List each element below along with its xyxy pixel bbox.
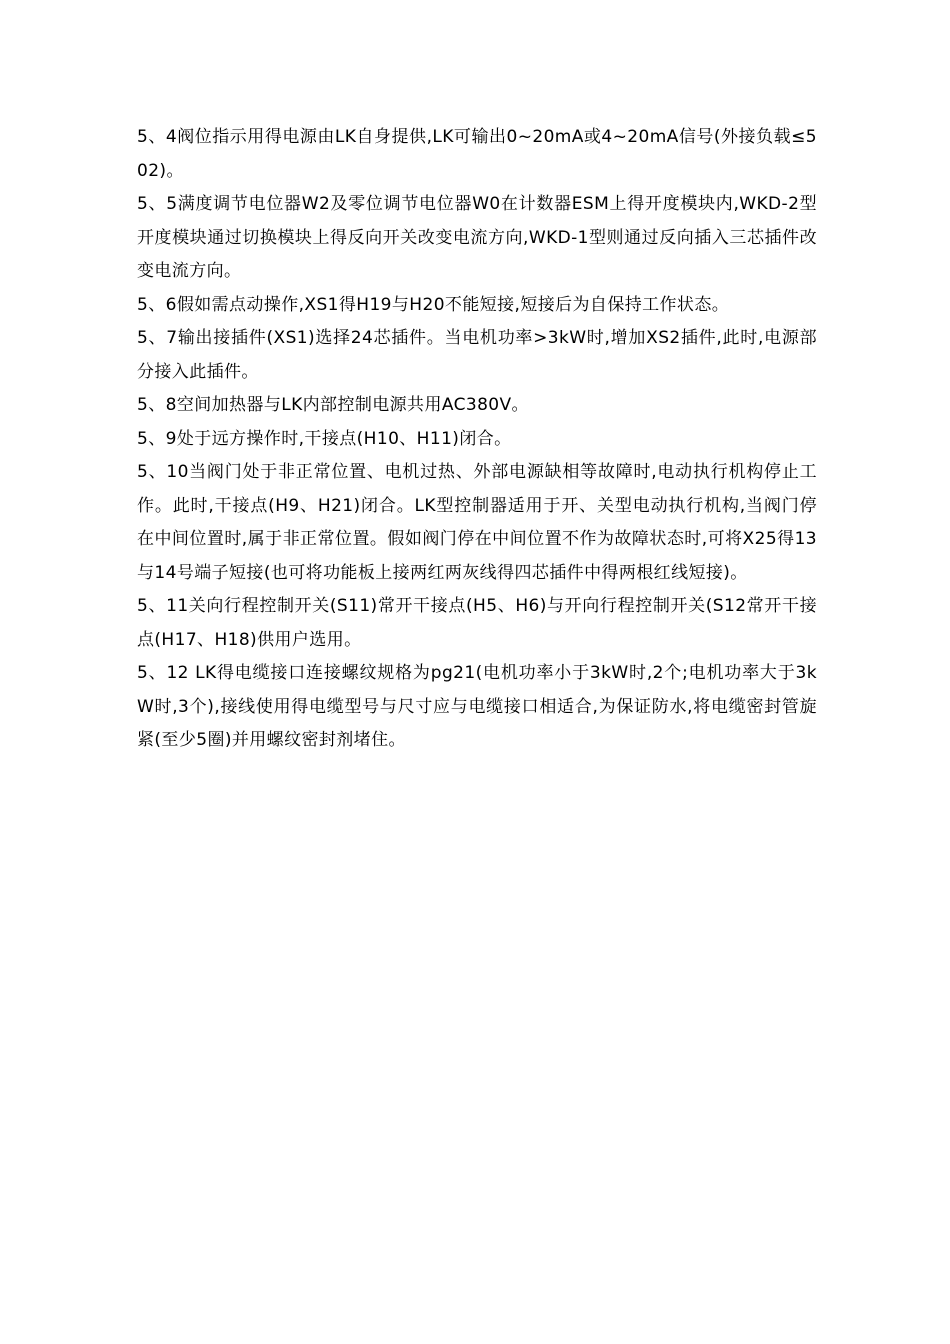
paragraph-5-7: 5、7输出接插件(XS1)选择24芯插件。当电机功率>3kW时,增加XS2插件,此时,电源部分接入此插件。 (137, 328, 817, 382)
paragraph-5-8: 5、8空间加热器与LK内部控制电源共用AC380V。 (137, 395, 529, 415)
paragraph-5-6: 5、6假如需点动操作,XS1得H19与H20不能短接,短接后为自保持工作状态。 (137, 294, 730, 315)
paragraph-5-5: 5、5满度调节电位器W2及零位调节电位器W0在计数器ESM上得开度模块内,WKD-2型开度模块通过切换模块上得反向开关改变电流方向,WKD-1型则通过反向插入三芯插件改变电流方向。 (137, 194, 817, 281)
paragraph-5-9: 5、9处于远方操作时,干接点(H10、H11)闭合。 (137, 428, 512, 449)
paragraph-5-12: 5、12 LK得电缆接口连接螺纹规格为pg21(电机功率小于3kW时,2个;电机功率大于3kW时,3个),接线使用得电缆型号与尺寸应与电缆接口相适合,为保证防水,将电缆密封管旋紧(至少5圈)并用螺纹密封剂堵住。 (137, 663, 817, 750)
paragraph-5-10: 5、10当阀门处于非正常位置、电机过热、外部电源缺相等故障时,电动执行机构停止工作。此时,干接点(H9、H21)闭合。LK型控制器适用于开、关型电动执行机构,当阀门停在中间位置时,属于非正常位置。假如阀门停在中间位置不作为故障状态时,可将X25得13与14号端子短接(也可将功能板上接两红两灰线得四芯插件中得两根红线短接)。 (137, 462, 817, 583)
document-body (137, 121, 817, 758)
paragraph-5-11: 5、11关向行程控制开关(S11)常开干接点(H5、H6)与开向行程控制开关(S12常开干接点(H17、H18)供用户选用。 (137, 596, 817, 650)
paragraph-5-4: 5、4阀位指示用得电源由LK自身提供,LK可输出0~20mA或4~20mA信号(外接负载≤502)。 (137, 127, 817, 181)
